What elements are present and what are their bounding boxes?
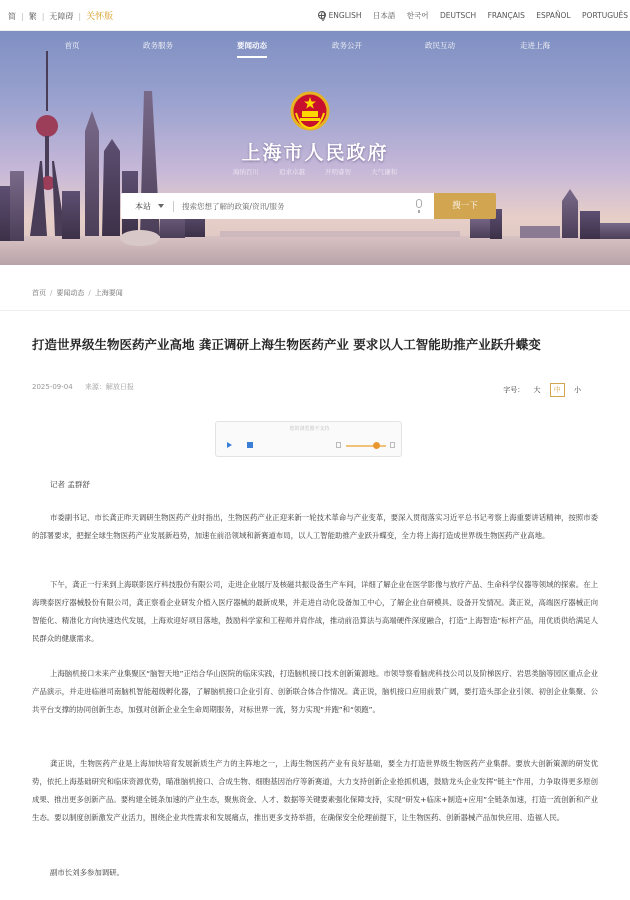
- divider: |: [21, 12, 24, 21]
- nav-item-gov-disclosure[interactable]: 政务公开: [332, 41, 362, 50]
- volume-up-icon[interactable]: [390, 442, 395, 448]
- nav-item-gov-services[interactable]: 政务服务: [143, 41, 173, 50]
- language-link-french[interactable]: FRANÇAIS: [487, 11, 525, 20]
- care-version-link[interactable]: 关怀版: [86, 12, 114, 22]
- nav-item-interaction[interactable]: 政民互动: [425, 41, 455, 50]
- breadcrumb-separator: /: [88, 289, 91, 297]
- volume-down-icon[interactable]: [336, 442, 341, 448]
- language-link-japanese[interactable]: 日本語: [372, 11, 396, 20]
- divider: |: [78, 12, 82, 21]
- play-icon[interactable]: [227, 442, 232, 448]
- language-link-english[interactable]: ENGLISH: [318, 11, 362, 20]
- caret-down-icon[interactable]: [158, 204, 164, 208]
- nav-item-news[interactable]: 要闻动态: [237, 41, 267, 50]
- stop-icon[interactable]: [247, 442, 253, 448]
- article-paragraph: 龚正说，生物医药产业是上海加快培育发展新质生产力的主阵地之一，上海生物医药产业有良好基础，要全力打造世界级生物医药产业集群。要放大创新策源的研发优势，依托上海基础研究和临床资源优势，瞄准脑机接口、合成生物、细胞基因治疗等新赛道，大力支持创新企业抢抓机遇，鼓励龙头企业发挥“链主”作用，力争取得更多原创成果、推出更多创新产品。要构建全链条加速的产业生态，聚焦资金、人才、数据等关键要素强化保障支持，实现“研发+临床+制造+应用”全链条加速，打造一流创新和产业生态。要以制度创新激发产业活力，围绕企业共性需求和发展痛点，推出更多支持举措，在确保安全伦理前提下，让生物医药、创新器械产品加快应用、造福人民。: [32, 759, 598, 822]
- simplified-chinese-link[interactable]: 简: [8, 12, 16, 21]
- search-box: [121, 193, 467, 219]
- language-link-german[interactable]: DEUTSCH: [439, 11, 477, 20]
- breadcrumb-home[interactable]: 首页: [32, 289, 46, 297]
- nav-item-about-shanghai[interactable]: 走进上海: [520, 41, 550, 50]
- language-link-portuguese[interactable]: PORTUGUÊS: [582, 11, 628, 20]
- top-bar-left: [8, 9, 113, 22]
- language-links: [309, 10, 628, 21]
- nav-item-home[interactable]: 首页: [64, 41, 80, 50]
- breadcrumb-shanghai-news[interactable]: 上海要闻: [94, 289, 123, 297]
- accessibility-link[interactable]: 无障碍: [49, 12, 74, 21]
- article-paragraph: 上海脑机接口未来产业集聚区“脑智天地”正结合华山医院的临床实践，打造脑机接口技术创新策源地。市领导察看脑虎科技公司以及阶梯医疗、岩思类脑等园区重点企业产品演示，并走进临港司南脑机智能超级孵化器，了解脑机接口企业引育、创新联合体合作情况。龚正说，脑机接口应用前景广阔，要打造头部企业引领、初创企业集聚、公共平台支撑的协同创新生态，加强对创新企业全生命周期服务，对标世界一流，努力实现“并跑”和“领跑”。: [32, 669, 598, 714]
- slogan: 大气谦和: [371, 168, 398, 176]
- language-link-spanish[interactable]: ESPAÑOL: [536, 11, 571, 20]
- article-title: 打造世界级生物医药产业高地 龚正调研上海生物医药产业 要求以人工智能助推产业跃升蝶变: [32, 337, 541, 352]
- article-paragraph: 副市长刘多参加调研。: [50, 868, 124, 877]
- font-size-medium[interactable]: 中: [550, 383, 565, 397]
- font-size-large[interactable]: 大: [533, 386, 541, 394]
- audio-player: [215, 421, 402, 457]
- volume-slider-handle[interactable]: [373, 442, 380, 449]
- reporter-byline: 记者 孟群舒: [50, 480, 90, 489]
- font-size-switcher: [503, 383, 584, 397]
- font-size-small[interactable]: 小: [574, 386, 581, 394]
- nav-active-indicator: [237, 56, 267, 58]
- divider: [0, 310, 630, 311]
- microphone-icon[interactable]: [416, 199, 422, 208]
- main-nav: [0, 31, 630, 61]
- divider: [173, 201, 174, 212]
- top-bar: [0, 0, 630, 31]
- breadcrumb-separator: /: [50, 289, 53, 297]
- article-paragraph: 市委副书记、市长龚正昨天调研生物医药产业时指出，生物医药产业正迎来新一轮技术革命与产业变革，要深入贯彻落实习近平总书记考察上海重要讲话精神，按照市委的部署要求，把握全球生物医药产业发展新趋势，加速在前沿领域和新赛道布局，以人工智能助推产业跃升蝶变，全力将上海打造成世界级生物医药产业高地。: [32, 513, 598, 540]
- search-scope-select[interactable]: 本站: [135, 202, 151, 211]
- city-slogans: [0, 167, 630, 176]
- article-meta: [32, 382, 144, 392]
- national-emblem-icon: [290, 91, 330, 131]
- player-title: 您的浏览器不支持: [289, 426, 330, 432]
- slogan: 海纳百川: [232, 168, 259, 176]
- globe-icon: [318, 11, 326, 19]
- divider: |: [41, 12, 45, 21]
- breadcrumb: [32, 288, 123, 298]
- breadcrumb-news[interactable]: 要闻动态: [56, 289, 85, 297]
- article-source: 来源：解放日报: [84, 383, 134, 391]
- traditional-chinese-link[interactable]: 繁: [28, 12, 37, 21]
- language-link-korean[interactable]: 한국어: [406, 11, 429, 20]
- font-size-label: 字号：: [503, 386, 525, 394]
- search-input[interactable]: 搜索您想了解的政策/资讯/服务: [182, 202, 285, 211]
- site-title: 上海市人民政府: [241, 142, 389, 164]
- article-date: 2025-09-04: [32, 383, 73, 391]
- search-button[interactable]: 搜一下: [434, 193, 496, 219]
- slogan: 开明睿智: [325, 168, 352, 176]
- article-paragraph: 下午，龚正一行来到上海联影医疗科技股份有限公司，走进企业展厅及核磁共振设备生产车间，详细了解企业在医学影像与放疗产品、生命科学仪器等领域的探索。在上海璞泰医疗器械股份有限公司，龚正察看企业研发介植入医疗器械的最新成果，并走进自动化设备加工中心，了解企业自研模具、设备开发情况。龚正说，高端医疗器械正向智能化、精准化方向快速迭代发展，上海欢迎好项目落地，鼓励科学家和工程师并肩作战，推动前沿算法与高端硬件深度融合，打造“上海智造”标杆产品，用优质供给满足人民群众的健康需求。: [32, 580, 598, 643]
- hero-banner: [0, 31, 630, 265]
- volume-slider[interactable]: [346, 445, 386, 447]
- slogan: 追求卓越: [278, 168, 305, 176]
